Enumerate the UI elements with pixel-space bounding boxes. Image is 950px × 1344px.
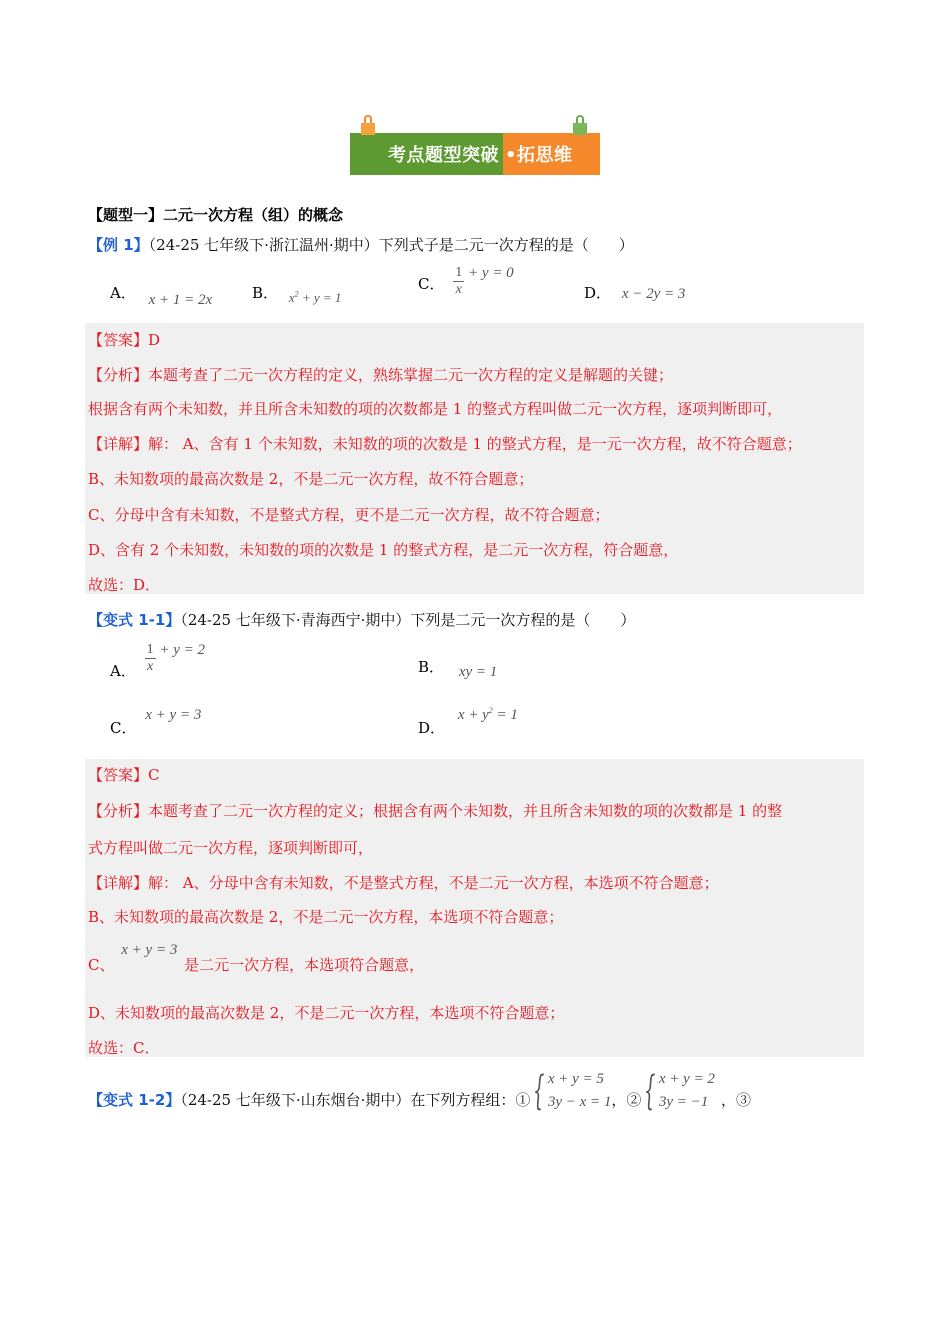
example1-detail-c: C、分母中含有未知数，不是整式方程，更不是二元一次方程，故不符合题意； [88,506,610,524]
banner-left: 考点题型突破 [350,133,503,175]
equation-system-2: { x + y = 2 3y = −1 [644,1068,715,1115]
binder-clip-icon [361,115,375,135]
example1-answer: 【答案】D [88,331,161,349]
equation-system-1: { x + y = 5 3y − x = 1 [533,1068,612,1115]
variant1-1-detail-c: C、 x + y = 3 是二元一次方程，本选项符合题意， [88,942,425,974]
example1-conclusion: 故选：D． [88,576,161,594]
variant1-1-tag: 【变式 1-1】 [88,611,181,629]
variant1-1-analysis-line2: 式方程叫做二元一次方程，逐项判断即可， [88,839,374,857]
example1-tag: 【例 1】 [88,236,149,254]
binder-clip-icon [573,115,587,135]
example1-question [88,234,634,255]
math-expression: x + y = 3 [145,707,202,723]
variant1-1-detail-b: B、未知数项的最高次数是 2，不是二元一次方程，本选项不符合题意； [88,908,564,926]
variant1-1-answer: 【答案】C [88,766,160,784]
math-expression: $x + y^2 = 1$ [457,706,518,723]
example1-option-a: A． x + 1 = 2x [110,284,213,308]
math-expression: $\frac{1}{x}$ + y = 2 [146,641,206,674]
example1-text: （24-25 七年级下·浙江温州·期中）下列式子是二元一次方程的是（ ） [148,236,634,254]
variant1-2-text: （24-25 七年级下·山东烟台·期中）在下列方程组：① [180,1090,531,1109]
variant1-1-text: （24-25 七年级下·青海西宁·期中）下列是二元一次方程的是（ ） [180,611,636,629]
section-banner [350,133,600,175]
math-expression: x + y = 3 [121,942,178,958]
banner-right: •拓思维 [503,133,600,175]
variant1-1-option-b: B． xy = 1 [418,658,498,680]
section-title: 【题型一】二元一次方程（组）的概念 [88,206,344,224]
math-expression: $x^2 + y = 1$ [288,289,342,305]
example1-analysis-line2: 根据含有两个未知数，并且所含未知数的项的次数都是 1 的整式方程叫做二元一次方程，逐项判断即可， [88,400,783,418]
variant1-1-detail: 【详解】解： A、分母中含有未知数，不是整式方程，不是二元一次方程，本选项不符合题意； [88,874,719,892]
variant1-1-detail-d: D、未知数项的最高次数是 2，不是二元一次方程，本选项不符合题意； [88,1004,565,1022]
variant1-1-option-c: C． x + y = 3 [110,707,202,737]
example1-analysis: 【分析】本题考查了二元一次方程的定义，熟练掌握二元一次方程的定义是解题的关键； [88,366,674,384]
example1-option-b: B． $x^2 + y = 1$ [252,284,342,305]
variant1-2-tag: 【变式 1-2】 [88,1090,181,1109]
example1-detail: 【详解】解： A、含有 1 个未知数，未知数的项的次数是 1 的整式方程，是一元一次方程，故不符合题意； [88,435,802,453]
math-expression: $\frac{1}{x}$ + y = 0 [455,264,514,297]
variant1-1-option-a: A． $\frac{1}{x}$ + y = 2 [110,641,206,680]
variant1-1-question [88,609,635,630]
math-expression: x + 1 = 2x [148,292,213,308]
variant1-1-analysis: 【分析】本题考查了二元一次方程的定义；根据含有两个未知数，并且所含未知数的项的次数都是 1 的整 [88,802,783,820]
example1-detail-d: D、含有 2 个未知数，未知数的项的次数是 1 的整式方程，是二元一次方程，符合题意， [88,541,679,559]
variant1-1-option-d: D． $x + y^2 = 1$ [418,706,518,737]
example1-option-c: C． $\frac{1}{x}$ + y = 0 [418,264,514,297]
math-expression: xy = 1 [458,664,498,680]
variant1-2-question: 【变式 1-2】（24-25 七年级下·山东烟台·期中）在下列方程组：① { x + y = 5 3y − x = 1 ，② { x + y = 2 3y = −1 ，③ [88,1068,751,1115]
variant1-1-conclusion: 故选：C． [88,1039,160,1057]
math-expression: x − 2y = 3 [621,286,686,302]
example1-detail-b: B、未知数项的最高次数是 2，不是二元一次方程，故不符合题意； [88,470,534,488]
example1-option-d: D． x − 2y = 3 [584,284,686,302]
